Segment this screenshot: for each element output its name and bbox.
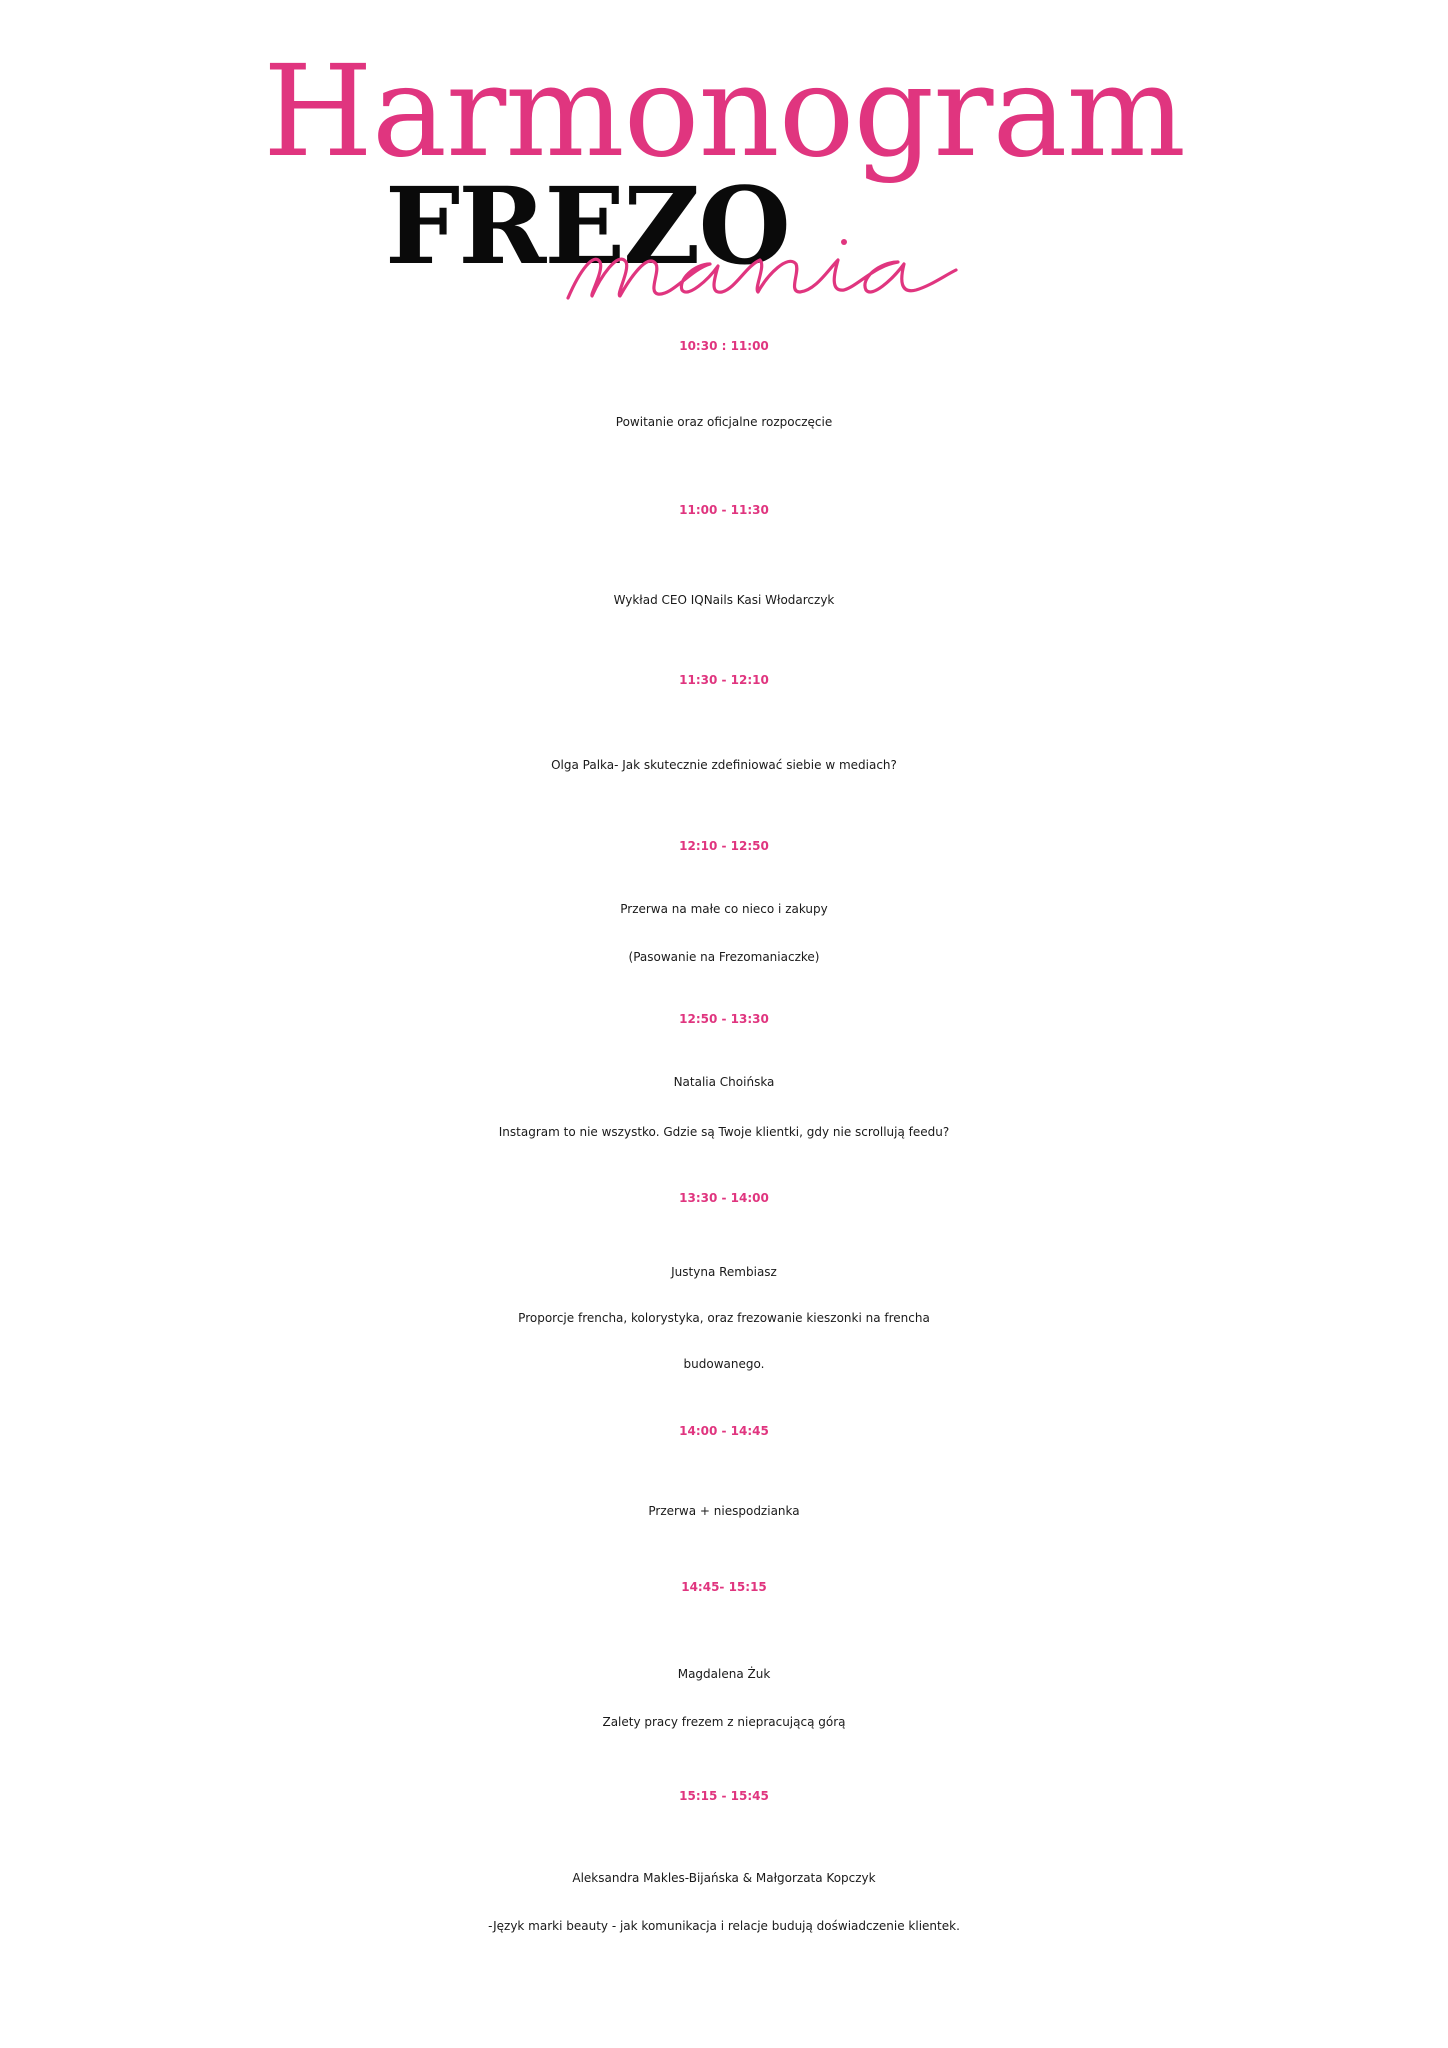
session-5-title: Instagram to nie wszystko. Gdzie są Twoje klientki, gdy nie scrollują feedu?	[498, 1125, 950, 1139]
page-title: Harmonogram	[262, 38, 1186, 185]
time-slot-7: 14:00 - 14:45	[679, 1424, 769, 1438]
frezomania-logo	[385, 163, 945, 298]
time-slot-4: 12:10 - 12:50	[679, 839, 769, 853]
time-slot-2: 11:00 - 11:30	[679, 503, 769, 517]
session-9-speakers: Aleksandra Makles-Bijańska & Małgorzata Kopczyk	[572, 1871, 876, 1885]
session-6-title: Proporcje frencha, kolorystyka, oraz frezowanie kieszonki na frencha	[518, 1311, 930, 1325]
session-9-title: -Język marki beauty - jak komunikacja i relacje budują doświadczenie klientek.	[488, 1919, 960, 1933]
session-6-title-cont: budowanego.	[683, 1357, 765, 1371]
time-slot-9: 15:15 - 15:45	[679, 1789, 769, 1803]
time-slot-5: 12:50 - 13:30	[679, 1012, 769, 1026]
time-slot-8: 14:45- 15:15	[681, 1580, 767, 1594]
session-1-title: Powitanie oraz oficjalne rozpoczęcie	[615, 415, 833, 429]
session-3-title: Olga Palka- Jak skutecznie zdefiniować siebie w mediach?	[551, 758, 897, 772]
logo-frezo-text: FREZO	[385, 163, 789, 288]
session-6-speaker: Justyna Rembiasz	[671, 1265, 777, 1279]
time-slot-1: 10:30 : 11:00	[679, 339, 769, 353]
time-slot-3: 11:30 - 12:10	[679, 673, 769, 687]
session-7-title: Przerwa + niespodzianka	[648, 1504, 800, 1518]
session-8-title: Zalety pracy frezem z niepracującą górą	[602, 1715, 846, 1729]
time-slot-6: 13:30 - 14:00	[679, 1191, 769, 1205]
session-2-title: Wykład CEO IQNails Kasi Włodarczyk	[613, 593, 835, 607]
session-8-speaker: Magdalena Żuk	[677, 1667, 771, 1681]
logo-mania-script	[560, 200, 960, 310]
session-4-title: Przerwa na małe co nieco i zakupy	[620, 902, 828, 916]
session-4-subtitle: (Pasowanie na Frezomaniaczke)	[628, 950, 820, 964]
session-5-speaker: Natalia Choińska	[673, 1075, 775, 1089]
